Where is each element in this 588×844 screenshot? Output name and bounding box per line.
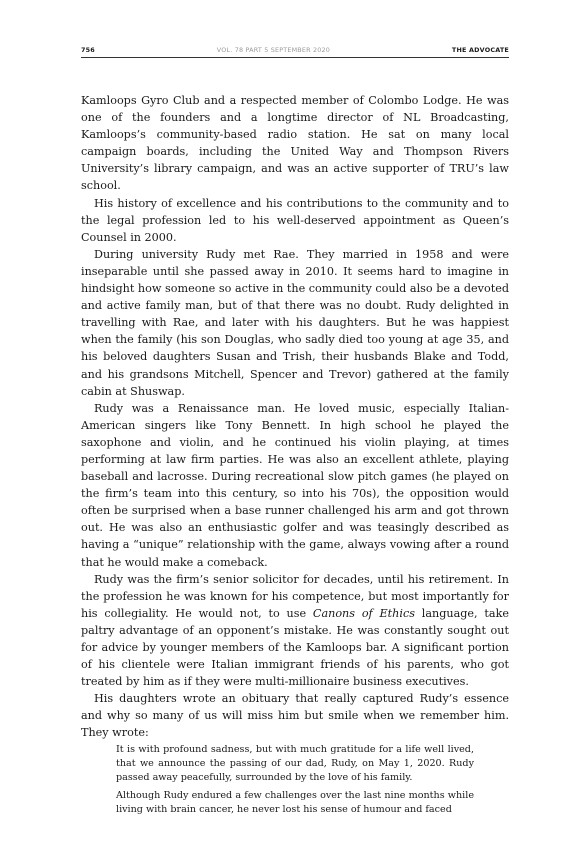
article-body — [81, 92, 509, 821]
running-header — [81, 46, 509, 54]
paragraph-3: During university Rudy met Rae. They married in 1958 and were inseparable until she passed away in 2010. It seems hard to imagine in hindsight how someone so active in the community could also be a devoted and active family man, but of that there was no doubt. Rudy delighted in travelling with Rae, and later with his daughters. But he was happiest when the family (his son Douglas, who sadly died too young at age 35, and his beloved daughters Susan and Trish, their husbands Blake and Todd, and his grandsons Mitchell, Spencer and Trevor) gathered at the family cabin at Shuswap. — [81, 247, 509, 398]
paragraph-5-part-1: Rudy was the firm’s senior solicitor for decades, until his retirement. In the profession he was known for his competence, but most importantly for his collegiality. He would not, to use — [81, 572, 509, 620]
paragraph-2: His history of excellence and his contributions to the community and to the legal profession led to his well-deserved appointment as Queen’s Counsel in 2000. — [81, 196, 509, 244]
publication-name: THE ADVOCATE — [451, 46, 509, 54]
paragraph-5 — [81, 571, 509, 691]
canons-of-ethics-title: Canons of Ethics — [312, 606, 415, 620]
page-number: 756 — [81, 46, 95, 54]
quote-paragraph-2: Although Rudy endured a few challenges over the last nine months while living with brain cancer, he never lost his sense of humour and faced — [116, 789, 474, 815]
paragraph-1: Kamloops Gyro Club and a respected member of Colombo Lodge. He was one of the founders and a longtime director of NL Broadcasting, Kamloops’s community-based radio station. He sat on many local campaign boards, including the United Way and Thompson Rivers University’s library campaign, and was an active supporter of TRU’s law school. — [81, 94, 509, 193]
volume-info: VOL. 78 PART 5 SEPTEMBER 2020 — [216, 46, 331, 54]
paragraph-5-part-2: language, take paltry advantage of an opponent’s mistake. He was constantly sought out for advice by younger members of the Kamloops bar. A significant portion of his clientele were Italian immigrant friends of his parents, who got treated by him as if they were multi-millionaire business executives. — [81, 606, 509, 689]
obituary-quote — [116, 743, 474, 817]
header-rule — [81, 57, 509, 58]
quote-paragraph-1: It is with profound sadness, but with much gratitude for a life well lived, that we announce the passing of our dad, Rudy, on May 1, 2020. Rudy passed away peacefully, surrounded by the love of his family. — [116, 743, 474, 783]
paragraph-4: Rudy was a Renaissance man. He loved music, especially Italian-American singers like Tony Bennett. In high school he played the saxophone and violin, and he continued his violin playing, at times performing at law firm parties. He was also an excellent athlete, playing baseball and lacrosse. During recreational slow pitch games (he played on the firm’s team into this century, so into his 70s), the opposition would often be surprised when a base runner challenged his arm and got thrown out. He was also an enthusiastic golfer and was teasingly described as having a “unique” relationship with the game, always vowing after a round that he would make a comeback. — [81, 401, 509, 569]
paragraph-6: His daughters wrote an obituary that really captured Rudy’s essence and why so many of us will miss him but smile when we remember him. They wrote: — [81, 692, 509, 740]
